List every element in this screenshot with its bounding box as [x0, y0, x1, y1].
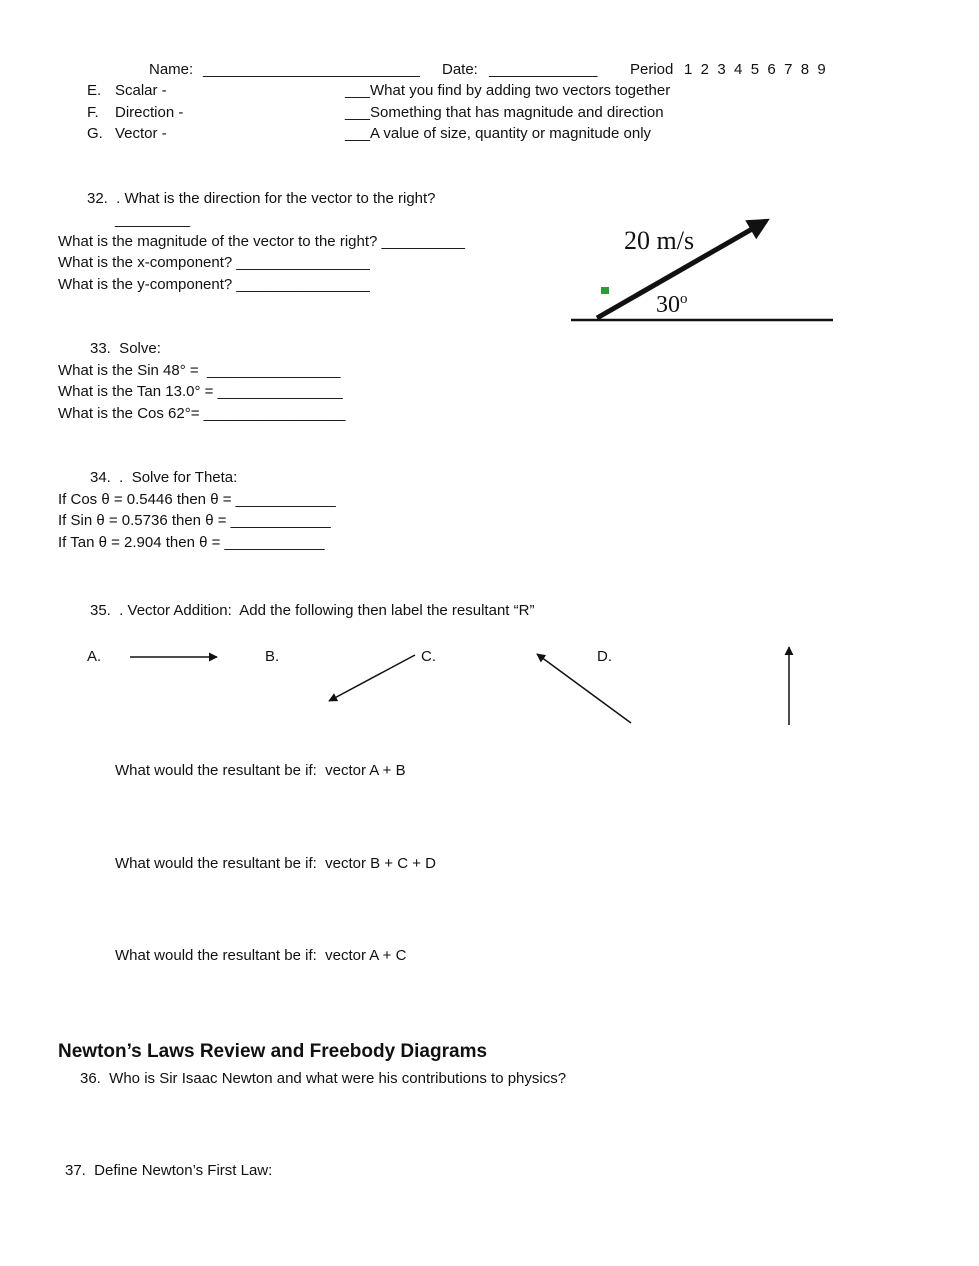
q36-prompt: 36. Who is Sir Isaac Newton and what were his contributions to physics?: [80, 1070, 567, 1087]
period-options[interactable]: 1 2 3 4 5 6 7 8 9: [684, 61, 826, 78]
vector-label-c: C.: [421, 648, 436, 665]
q34-sin[interactable]: If Sin θ = 0.5736 then θ = ____________: [58, 512, 331, 529]
matching-definition-3[interactable]: ___A value of size, quantity or magnitude only: [345, 125, 652, 142]
vector-label-b: B.: [265, 648, 280, 665]
period-label: Period: [630, 61, 674, 78]
q35-question-b-c-d: What would the resultant be if: vector B + C + D: [115, 855, 436, 872]
matching-letter-g: G.: [87, 125, 103, 142]
matching-term-direction: Direction -: [115, 104, 184, 121]
q34-tan[interactable]: If Tan θ = 2.904 then θ = ____________: [58, 534, 325, 551]
matching-letter-f: F.: [87, 104, 99, 121]
q35-question-a-c: What would the resultant be if: vector A + C: [115, 947, 407, 964]
matching-term-vector: Vector -: [115, 125, 167, 142]
speed-label: 20 m/s: [624, 226, 695, 255]
name-label: Name:: [149, 61, 194, 78]
q32-y-component[interactable]: What is the y-component? ________________: [58, 276, 370, 293]
q32-x-component[interactable]: What is the x-component? ________________: [58, 254, 370, 271]
matching-definition-2[interactable]: ___Something that has magnitude and direction: [345, 104, 664, 121]
section-heading-newton: Newton’s Laws Review and Freebody Diagrams: [58, 1041, 488, 1062]
vector-label-d: D.: [597, 648, 612, 665]
date-blank[interactable]: _____________: [489, 61, 598, 78]
q35-question-a-b: What would the resultant be if: vector A + B: [115, 762, 406, 779]
q32-prompt: 32. . What is the direction for the vector to the right?: [87, 190, 436, 207]
matching-definition-1[interactable]: ___What you find by adding two vectors together: [345, 82, 671, 99]
name-blank[interactable]: __________________________: [203, 61, 420, 78]
q33-tan[interactable]: What is the Tan 13.0° = _______________: [58, 383, 343, 400]
q32-direction-blank[interactable]: _________: [115, 211, 191, 228]
q33-sin[interactable]: What is the Sin 48° = ________________: [58, 362, 341, 379]
q34-cos[interactable]: If Cos θ = 0.5446 then θ = ____________: [58, 491, 336, 508]
matching-term-scalar: Scalar -: [115, 82, 167, 99]
angle-label: 30$^o$: [656, 291, 688, 318]
q32-magnitude[interactable]: What is the magnitude of the vector to the right? __________: [58, 233, 465, 250]
q33-prompt: 33. Solve:: [90, 340, 161, 357]
date-label: Date:: [442, 61, 478, 78]
q35-prompt: 35. . Vector Addition: Add the following then label the resultant “R”: [90, 602, 535, 619]
matching-letter-e: E.: [87, 82, 102, 99]
vector-label-a: A.: [87, 648, 102, 665]
q32-vector-diagram: [571, 221, 833, 320]
edit-icon: [601, 287, 609, 294]
vector-b-arrow: [329, 655, 415, 701]
q37-prompt: 37. Define Newton’s First Law:: [65, 1162, 273, 1179]
q33-cos[interactable]: What is the Cos 62°= _________________: [58, 405, 346, 422]
q34-prompt: 34. . Solve for Theta:: [90, 469, 238, 486]
vector-c-arrow: [537, 654, 631, 723]
